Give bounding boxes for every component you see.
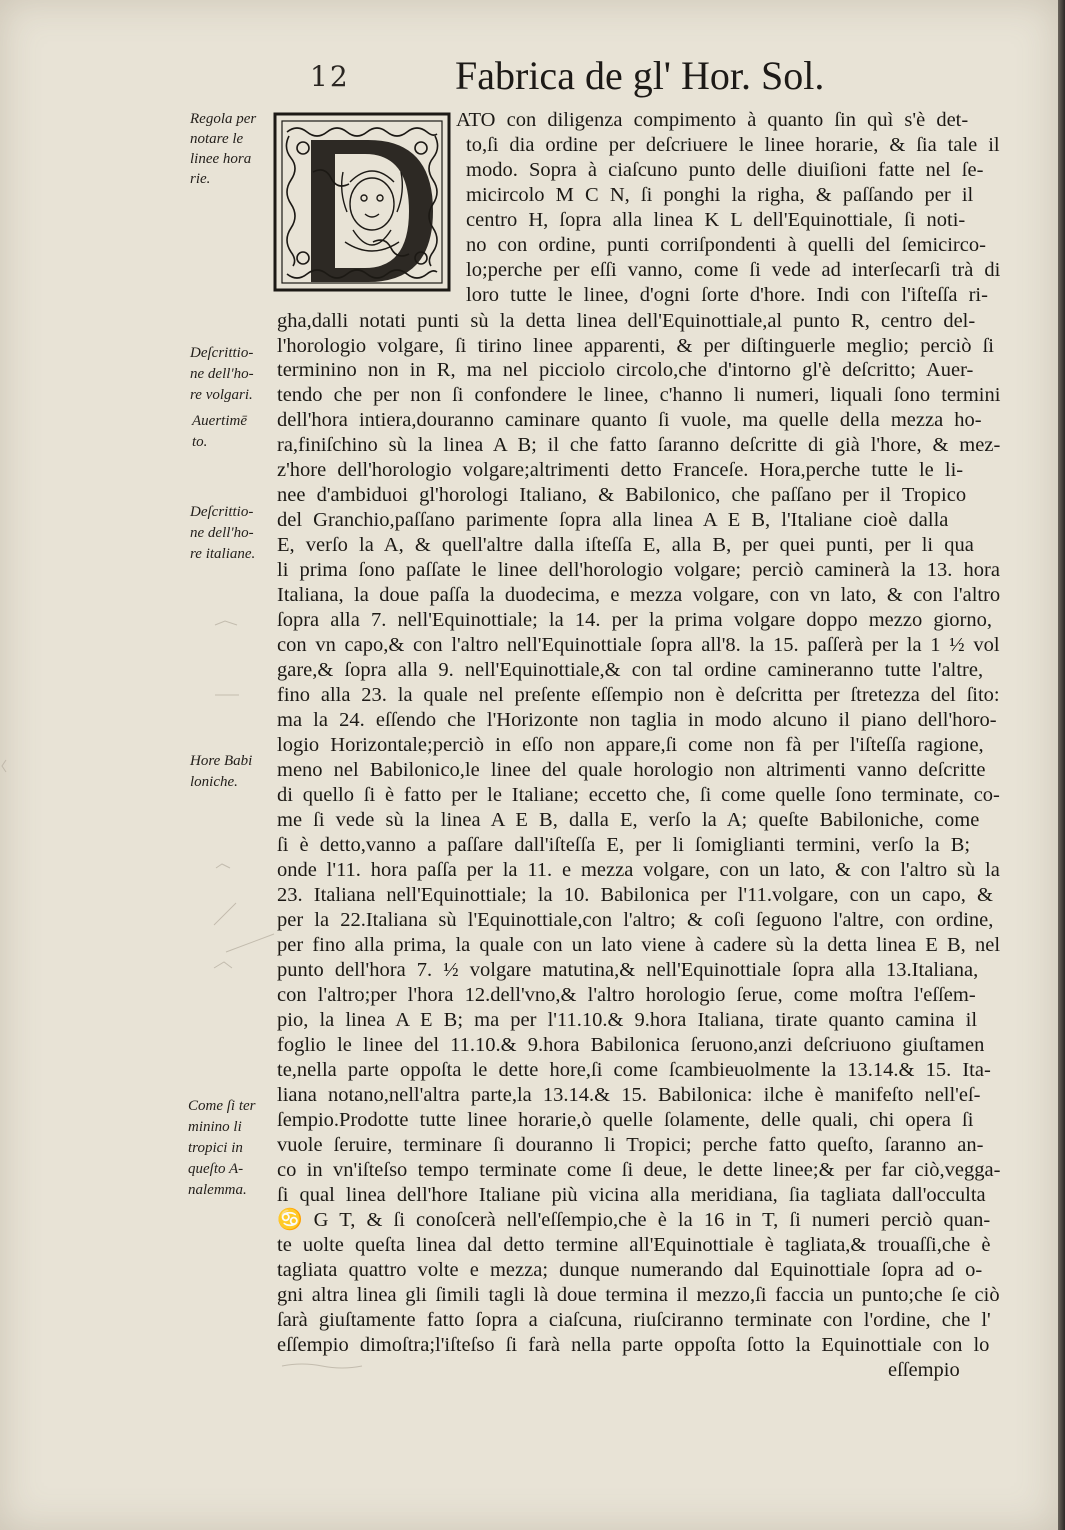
text-line: gni altra linea gli ſimili tagli là doue termina il mezzo,ſi faccia un punto;che ſe ciò [277,1284,1000,1306]
text-line: Italiana, la doue paſſa la duodecima, e mezza volgare, con vn lato, & con l'altro [277,584,1001,606]
text-line: con vn capo,& con l'altro nell'Equinottiale ſopra all'8. la 15. paſſerà per la 1 ½ vol [277,634,1000,656]
text-line: con l'altro;per l'hora 12.dell'vno,& l'altro horologio ſerue, come moſtra l'eſſem- [277,984,976,1006]
margin-note-line: queſto A- [188,1161,244,1177]
text-line: no con ordine, punti corriſpondenti à quelli del ſemicirco- [466,234,986,256]
text-line: logio Horizontale;perciò in eſſo non appare,ſi come non fà per l'iſteſſa ragione, [277,734,984,756]
text-line: ♋ G T, & ſi conoſcerà nell'eſſempio,che è la 16 in T, ſi numeri perciò quan- [277,1209,991,1231]
margin-note-line: Regola per [190,111,257,127]
text-line: ATO con diligenza compimento à quanto ſin quì s'è det- [456,109,969,131]
margin-note-line: Hore Babi [190,753,253,769]
text-line: gare,& ſopra alla 9. nell'Equinottiale,& con tal ordine camineranno tutte l'altre, [277,659,984,681]
margin-note-line: re volgari. [190,387,253,403]
text-line: eſſempio dimoſtra;l'iſteſso ſi farà nella parte oppoſta ſotto la Equinottiale con lo [277,1334,990,1356]
page-number: 12 [310,60,350,93]
text-line: ſempio.Prodotte tutte linee horarie,ò quelle ſolamente, delle quali, chi opera ſi [277,1109,974,1131]
text-line: meno nel Babilonico,le linee del quale horologio non altrimenti vanno deſcritte [277,759,986,781]
margin-note-line: Deſcrittio- [190,345,254,361]
text-line: ſi è detto,vanno a paſſare dall'iſteſſa E, per li ſomiglianti termini, verſo la B; [277,834,971,856]
running-title: Fabrica de gl' Hor. Sol. [455,53,825,98]
text-line: terminino non in R, ma nel picciolo circolo,che d'intorno gl'è deſcritto; Auer- [277,359,974,381]
text-line: foglio le linee del 11.10.& 9.hora Babilonica ſeruono,anzi deſcriuono giuſtamen [277,1034,985,1056]
text-line: te uolte queſta linea dal detto termine all'Equinottiale è tagliata,& trouaſſi,che è [277,1234,991,1256]
text-line: vuole ſeruire, terminare ſi douranno li Tropici; perche fatto queſto, ſaranno an- [277,1134,984,1156]
text-line: me ſi vede sù la linea A E B, dalla E, verſo la A; queſte Babiloniche, come [277,809,980,831]
text-line: onde l'11. hora paſſa per la 11. e mezza volgare, con un lato, & con l'altro sù la [277,859,1000,881]
margin-note-line: ne dell'ho- [190,525,254,541]
text-line: per fino alla prima, la quale con un lato viene à cadere sù la detta linea E B, nel [277,934,1001,956]
text-line: di quello ſi è fatto per le Italiane; eccetto che, ſi come quelle ſono terminate, co- [277,784,1000,806]
text-line: gha,dalli notati punti sù la detta linea dell'Equinottiale,al punto R, centro del- [277,310,976,332]
text-line: dell'hora intiera,douranno caminare quanto ſi vuole, ma quelle della mezza ho- [277,409,982,431]
text-line: liana notano,nell'altra parte,la 13.14.& 15. Babilonica: ilche è manifeſto nell'eſ- [277,1084,981,1106]
margin-note-line: tropici in [188,1140,243,1156]
text-line: co in vn'iſteſso tempo terminate come ſi deue, le dette linee;& per far ciò,vegga- [277,1159,1001,1181]
text-line: z'hore dell'horologio volgare;altrimenti detto Franceſe. Hora,perche tutte le li- [277,459,964,481]
text-line: lo;perche per eſſi vanno, come ſi vede ad interſecarſi trà di [466,259,1001,281]
text-line: to,ſi dia ordine per deſcriuere le linee horarie, & ſia tale il [466,134,1000,156]
text-line: fino alla 23. la quale nel preſente eſſempio non è deſcritta per ſtretezza del ſito: [277,684,1000,706]
page-edge-shadow [1058,0,1065,1530]
text-line: ſi qual linea dell'hore Italiane più vicina alla meridiana, ſia tagliata dall'occulta [277,1184,986,1206]
margin-note-line: re italiane. [190,546,256,562]
text-line: centro H, ſopra alla linea K L dell'Equinottiale, ſi noti- [466,209,966,231]
page-header [300,52,860,104]
margin-note-line: ne dell'ho- [190,366,254,382]
text-line: te,nella parte oppoſta le dette hore,ſi come ſcambieuolmente la 13.14.& 15. Ita- [277,1059,991,1081]
text-line: ſopra alla 7. nell'Equinottiale; la 14. per la prima volgare doppo mezzo giorno, [277,609,992,631]
text-line: tagliata quattro volte e mezza; dunque numerando dal Equinottiale ſopra ad o- [277,1259,983,1281]
text-line: loro tutte le linee, d'ogni ſorte d'hore. Indi con l'iſteſſa ri- [466,284,988,306]
margin-note-line: linee hora [190,151,252,167]
text-line: ma la 24. eſſendo che l'Horizonte non taglia in modo alcuno il piano dell'horo- [277,709,997,731]
text-line: 23. Italiana nell'Equinottiale; la 10. Babilonica per l'11.volgare, con un capo, & [277,884,993,906]
catchword: eſſempio [888,1359,960,1381]
text-line: ſarà giuſtamente fatto ſopra a ciaſcuna, riuſciranno terminate con l'ordine, che l' [277,1309,991,1331]
initial-letter: D [283,290,284,291]
text-line: modo. Sopra à ciaſcuno punto delle diuiſioni fatte nel ſe- [466,159,984,181]
text-line: l'horologio volgare, ſi tirino linee apparenti, & per diſtinguerle meglio; perciò ſi [277,335,994,357]
text-line: ra,finiſchino sù la linea A B; il che fatto ſaranno deſcritte di già l'hore, & mez- [277,434,1001,456]
text-line: micircolo M C N, ſi ponghi la righa, & paſſando per il [466,184,974,206]
margin-note-line: notare le [190,131,244,147]
text-line: nee d'ambiduoi gl'horologi Italiano, & Babilonico, che paſſano per il Tropico [277,484,967,506]
margin-note-line: loniche. [190,774,238,790]
text-line: per la 22.Italiana sù l'Equinottiale,con l'altro; & coſi ſeguono l'altre, con ordine, [277,909,994,931]
margin-note-line: Come ſi ter [188,1098,256,1114]
text-line: pio, la linea A E B; ma per l'11.10.& 9.hora Italiana, tirate quanto camina il [277,1009,978,1031]
margin-note-line: minino li [188,1119,242,1135]
text-line: E, verſo la A, & quell'altre dalla iſteſſa E, alla B, per quei punti, per li qua [277,534,974,556]
text-line: tendo che per non ſi confondere le linee, c'hanno li numeri, liquali ſono termini [277,384,1001,406]
ornament-initial-icon [273,112,451,292]
text-line: li prima ſono paſſate le linee dell'horologio volgare; perciò caminerà la 13. hora [277,559,1000,581]
margin-note-line: nalemma. [188,1182,247,1198]
text-line: punto dell'hora 7. ½ volgare matutina,& nell'Equinottiale ſopra alla 13.Italiana, [277,959,979,981]
text-line: del Granchio,paſſano parimente ſopra alla linea A E B, l'Italiane cioè dalla [277,509,949,531]
decorated-initial [273,112,451,292]
margin-note-line: rie. [190,171,211,187]
margin-note-line: Deſcrittio- [190,504,254,520]
margin-note-line: to. [192,434,208,450]
margin-note-line: Auertimē [192,413,247,429]
